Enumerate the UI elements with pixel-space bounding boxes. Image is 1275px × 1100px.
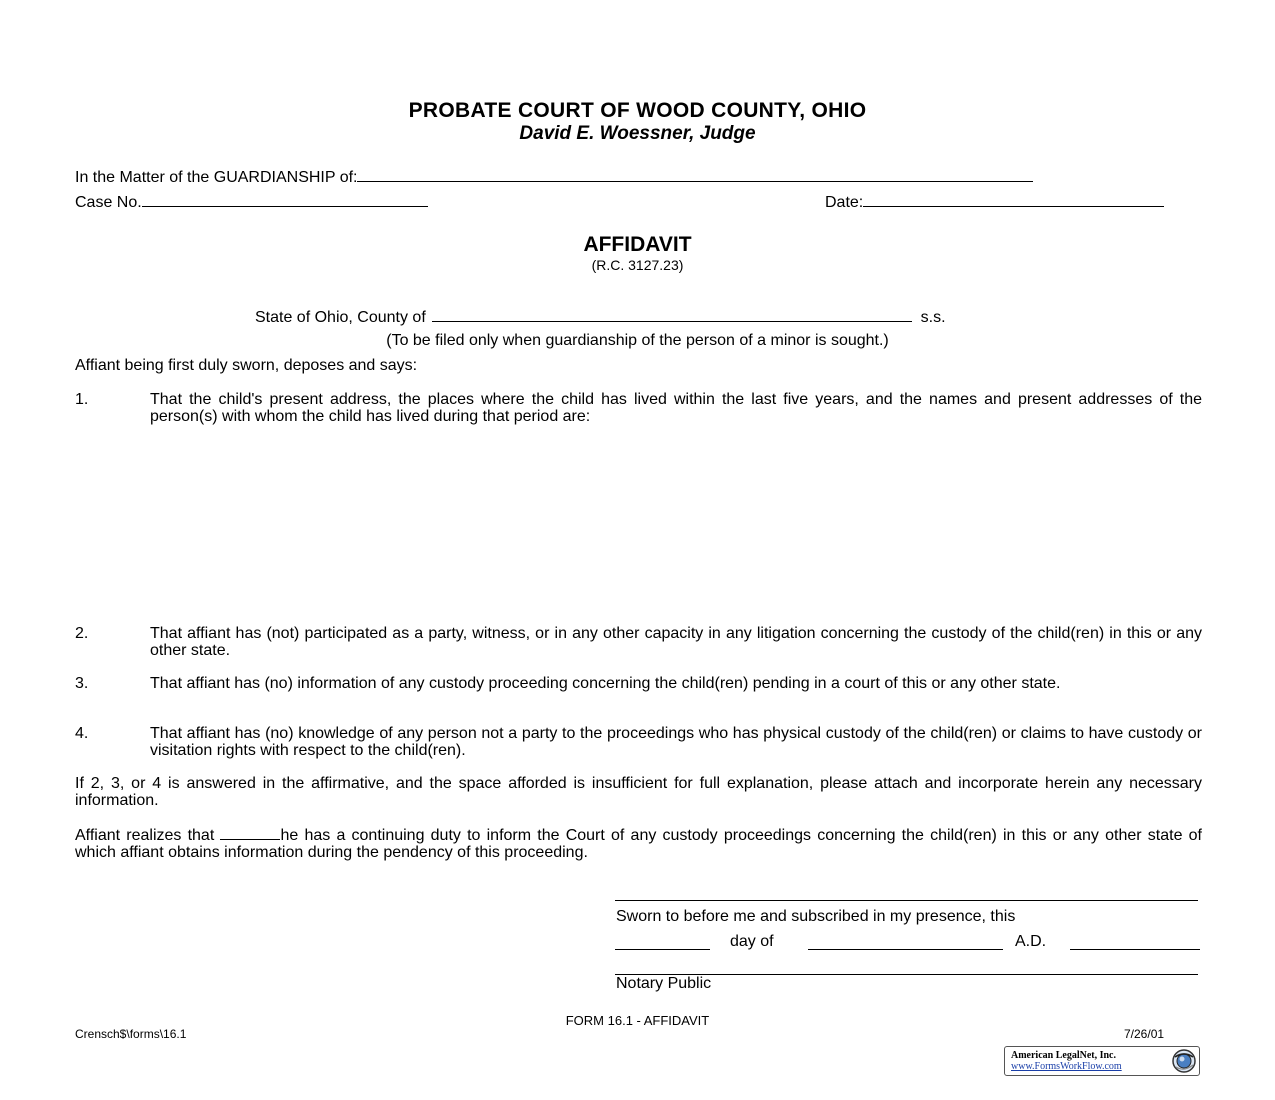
filing-note: (To be filed only when guardianship of the person of a minor is sought.) (386, 332, 889, 349)
duty-text-end: he has a continuing duty to inform the Court of any custody proceedings concerning the child(ren) in this or any other state of which affiant obtains information during the pendency of this proceeding. (75, 827, 1203, 861)
guardianship-name-field[interactable] (357, 167, 1033, 182)
logo-company-name: American LegalNet, Inc. (1011, 1050, 1116, 1061)
affiant-signature-line[interactable] (615, 900, 1198, 901)
item-text: That affiant has (not) participated as a party, witness, or in any other capacity in any litigation concerning the custody of the child(ren) in this or any other state. (150, 625, 1202, 659)
guardianship-row (75, 167, 1033, 187)
guardianship-label: In the Matter of the GUARDIANSHIP of: (75, 169, 358, 186)
judge-name: David E. Woessner, Judge (519, 123, 756, 144)
item-number: 3. (75, 675, 89, 692)
venue-row (255, 307, 946, 327)
item-text: That affiant has (no) knowledge of any person not a party to the proceedings who has physical custody of the child(ren) or claims to have custody or visitation rights with respect to the child(ren). (150, 725, 1202, 759)
document-heading: AFFIDAVIT (583, 233, 692, 256)
statute-reference: (R.C. 3127.23) (591, 257, 684, 273)
duty-paragraph (75, 825, 1202, 861)
case-number-label: Case No. (75, 194, 142, 211)
day-of-label: day of (730, 933, 774, 950)
globe-icon (1171, 1048, 1197, 1074)
item-number: 4. (75, 725, 89, 742)
pronoun-field[interactable] (220, 825, 280, 840)
date-field[interactable] (863, 192, 1164, 207)
case-number-field[interactable] (142, 192, 428, 207)
month-field[interactable] (808, 949, 1003, 950)
day-field[interactable] (615, 949, 710, 950)
ss-label: s.s. (920, 309, 946, 326)
date-label: Date: (825, 194, 864, 211)
sworn-before-text: Sworn to before me and subscribed in my presence, this (616, 908, 1016, 925)
form-id: FORM 16.1 - AFFIDAVIT (565, 1013, 710, 1028)
case-number-row (75, 192, 428, 212)
affirmative-paragraph: If 2, 3, or 4 is answered in the affirmative, and the space afforded is insufficient for full explanation, please attach and incorporate herein any necessary information. (75, 775, 1202, 809)
item-number: 2. (75, 625, 89, 642)
logo-url[interactable]: www.FormsWorkFlow.com (1011, 1061, 1122, 1072)
date-row (825, 192, 1164, 212)
item-number: 1. (75, 391, 89, 408)
ad-label: A.D. (1015, 933, 1047, 950)
duty-text-start: Affiant realizes that (75, 827, 221, 844)
notary-public-label: Notary Public (616, 975, 712, 992)
county-field[interactable] (432, 307, 912, 322)
file-path: Crensch$\forms\16.1 (75, 1027, 187, 1041)
item-text: That affiant has (no) information of any custody proceeding concerning the child(ren) pending in a court of this or any other state. (150, 675, 1061, 692)
item-text: That the child's present address, the places where the child has lived within the last five years, and the names and present addresses of the person(s) with whom the child has lived during that period are: (150, 391, 1202, 425)
year-field[interactable] (1070, 949, 1200, 950)
american-legalnet-logo[interactable] (1004, 1046, 1200, 1076)
revision-date: 7/26/01 (1124, 1027, 1165, 1041)
sworn-statement: Affiant being first duly sworn, deposes and says: (75, 357, 418, 374)
court-title: PROBATE COURT OF WOOD COUNTY, OHIO (408, 99, 867, 122)
state-county-label: State of Ohio, County of (255, 309, 426, 326)
